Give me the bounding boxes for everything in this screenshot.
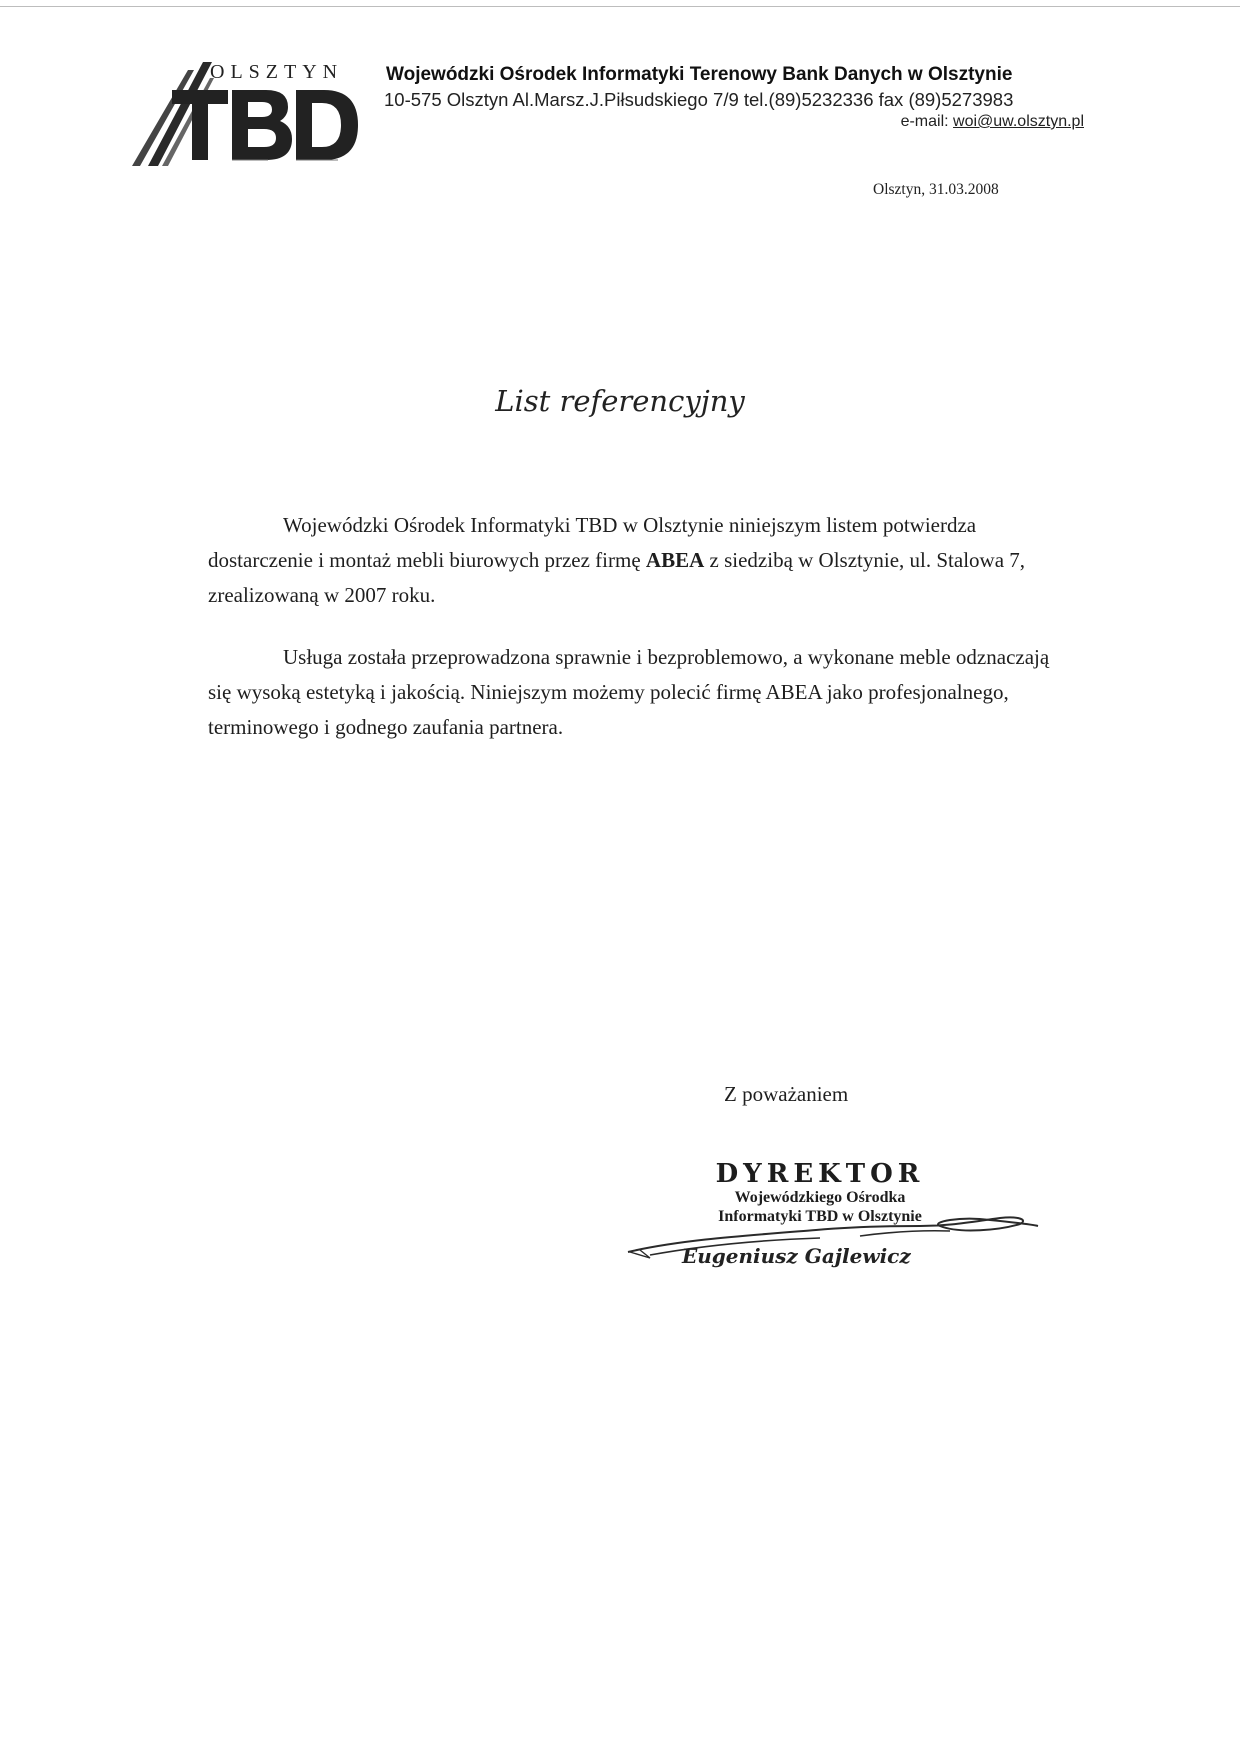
logo-city-text: OLSZTYN (210, 61, 344, 83)
closing-salutation: Z poważaniem (724, 1082, 849, 1106)
body-paragraph-2: Usługa została przeprowadzona sprawnie i bezproblemowo, a wykonane meble odznaczają się wysoką estetyką i jakością. Niniejszym możemy polecić firmę ABEA jako profesjonalnego, terminowego i godnego zaufania partnera. (208, 645, 1050, 739)
stamp-line-2: Informatyki TBD w Olsztynie (718, 1208, 922, 1225)
body-paragraph-1 (208, 508, 1058, 613)
stamp-title: DYREKTOR (715, 1159, 925, 1189)
letter-body (208, 508, 1058, 745)
email-link[interactable]: woi@uw.olsztyn.pl (953, 113, 1084, 130)
letter-title: List referencyjny (495, 384, 745, 418)
handwritten-signature (620, 1200, 1040, 1280)
organization-name: Wojewódzki Ośrodek Informatyki Terenowy Bank Danych w Olsztynie (386, 64, 1013, 85)
email-prefix: e-mail: (900, 113, 954, 130)
stamp-line-1: Wojewódzkiego Ośrodka (734, 1189, 906, 1206)
organization-email-line (384, 113, 1084, 131)
paragraph-1-text-start: Wojewódzki Ośrodek Informatyki TBD w Olsztynie niniejszym listem potwierdza dostarczenie i montaż mebli biurowych przez firmę (208, 513, 977, 572)
paragraph-1-text-end: z siedzibą w Olsztynie, ul. Stalowa 7, zrealizowaną w 2007 roku. (208, 548, 1026, 607)
company-name-bold: ABEA (645, 548, 705, 572)
stamp-person-name: Eugeniusz Gajlewicz (682, 1244, 911, 1268)
letter-date: Olsztyn, 31.03.2008 (873, 181, 999, 198)
letterhead-text (384, 64, 1084, 131)
organization-address: 10-575 Olsztyn Al.Marsz.J.Piłsudskiego 7/9 tel.(89)5232336 fax (89)5273983 (384, 89, 1014, 110)
scan-edge-line (0, 6, 1240, 7)
